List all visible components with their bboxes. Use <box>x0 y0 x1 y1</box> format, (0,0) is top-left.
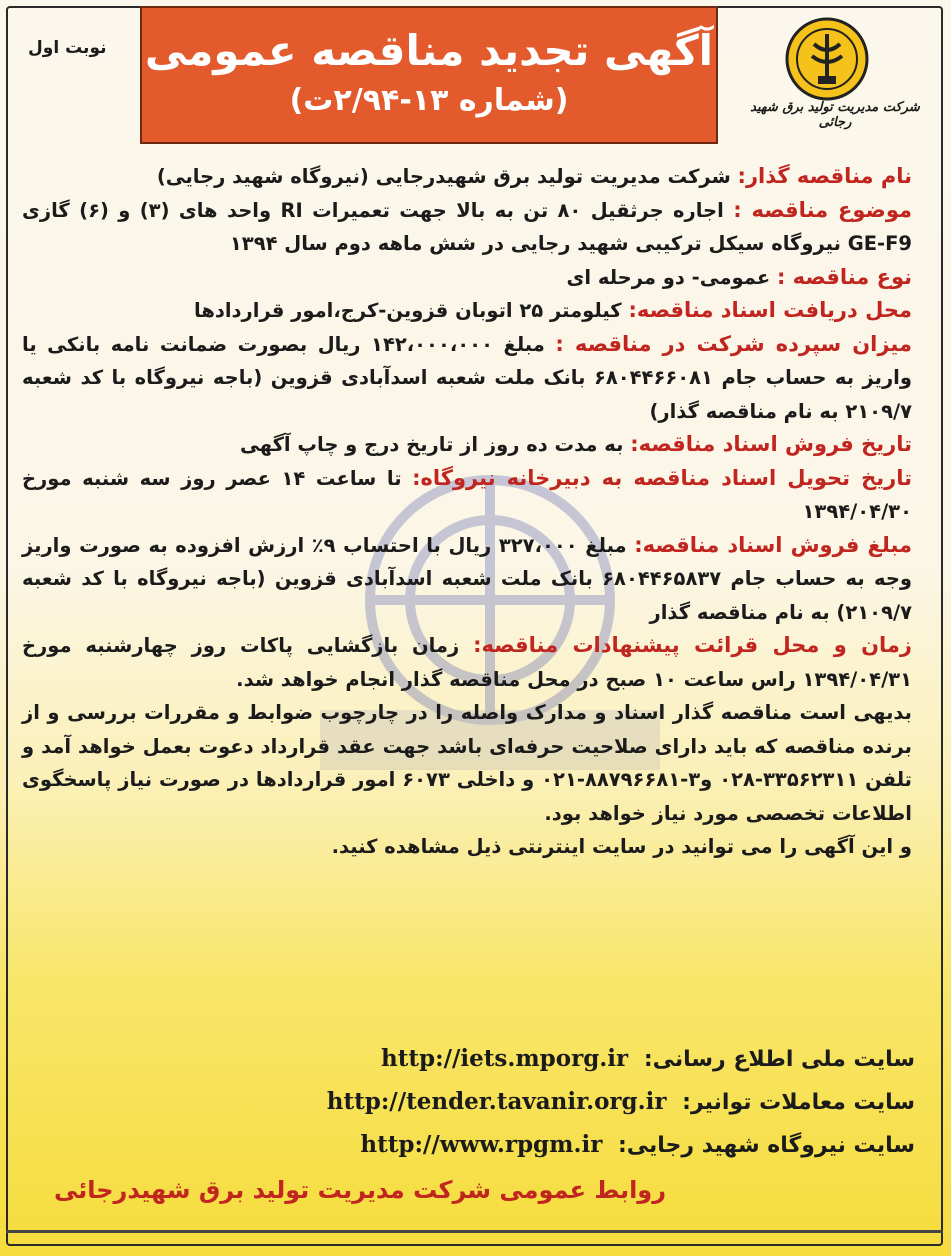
type-line <box>22 261 912 295</box>
company-caption: شرکت مدیریت تولید برق شهید رجائی <box>750 100 920 130</box>
opening-line <box>22 629 912 696</box>
site-row <box>35 1124 915 1167</box>
site-label: سایت نیروگاه شهید رجایی: <box>617 1133 915 1158</box>
deposit-line <box>22 328 912 429</box>
type-value: عمومی- دو مرحله ای <box>566 265 771 289</box>
site-row <box>35 1081 915 1124</box>
site-label: سایت معاملات توانیر: <box>682 1090 915 1115</box>
price-line <box>22 529 912 630</box>
tenderer-label: نام مناقصه گذار: <box>737 164 912 188</box>
sale-date-line <box>22 428 912 462</box>
price-label: مبلغ فروش اسناد مناقصه: <box>634 532 913 557</box>
delivery-date-value: تا ساعت ۱۴ عصر روز سه شنبه مورخ ۱۳۹۴/۰۴/۳۰ <box>22 466 912 523</box>
subject-value: اجاره جرثقیل ۸۰ تن به بالا جهت تعمیرات RI واحد های (۳) و (۶) گازی GE-F9 نیروگاه سیکل ترکیبی شهید رجایی در شش ماهه دوم سال ۱۳۹۴ <box>22 198 912 255</box>
see-sites-line: و این آگهی را می توانید در سایت اینترنتی ذیل مشاهده کنید. <box>331 835 912 858</box>
docs-place-line <box>22 294 912 328</box>
docs-place-label: محل دریافت اسناد مناقصه: <box>628 298 912 322</box>
site-link[interactable]: http://tender.tavanir.org.ir <box>326 1088 667 1115</box>
site-label: سایت ملی اطلاع رسانی: <box>643 1047 915 1072</box>
site-row <box>35 1038 915 1081</box>
deposit-label: میزان سپرده شرکت در مناقصه : <box>555 331 912 356</box>
subject-label: موضوع مناقصه : <box>733 197 913 222</box>
company-logo-icon <box>784 16 870 102</box>
tender-number: (شماره ۱۳-۲/۹۴ت) <box>289 83 569 118</box>
price-value: مبلغ ۳۲۷،۰۰۰ ریال با احتساب ۹٪ ارزش افزوده به صورت واریز وجه به حساب جام ۶۸۰۴۴۶۵۸۳۷ بانک ملت شعبه اسدآبادی قزوین (باجه نیروگاه با کد شعبه ۲۱۰۹/۷) به نام مناقصه گذار <box>22 533 912 624</box>
round-label: نوبت اول <box>28 38 107 58</box>
bottom-divider <box>6 1230 943 1233</box>
opening-label: زمان و محل قرائت پیشنهادات مناقصه: <box>473 633 912 657</box>
opening-value: زمان بازگشایی پاکات روز چهارشنبه مورخ ۱۳۹۴/۰۴/۳۱ راس ساعت ۱۰ صبح در محل مناقصه گذار انجام خواهد شد. <box>22 634 912 691</box>
delivery-date-line <box>22 462 912 529</box>
sites-list <box>35 1038 915 1167</box>
sale-date-label: تاریخ فروش اسناد مناقصه: <box>630 432 912 456</box>
docs-place-value: کیلومتر ۲۵ اتوبان قزوین-کرج،امور قراردادها <box>194 299 622 322</box>
tenderer-line <box>22 160 912 194</box>
tenderer-value: شرکت مدیریت تولید برق شهیدرجایی (نیروگاه شهید رجایی) <box>156 165 731 188</box>
ad-body <box>22 160 912 864</box>
site-link[interactable]: http://www.rpgm.ir <box>360 1131 603 1158</box>
page-title: آگهی تجدید مناقصه عمومی <box>144 26 714 75</box>
subject-line <box>22 194 912 261</box>
sale-date-value: به مدت ده روز از تاریخ درج و چاپ آگهی <box>239 433 624 456</box>
site-link[interactable]: http://iets.mporg.ir <box>381 1045 629 1072</box>
note-paragraph: بدیهی است مناقصه گذار اسناد و مدارک واصله را در چارچوب ضوابط و مقررات بررسی و از برنده مناقصه که باید دارای صلاحیت حرفه‌ای باشد جهت عقد قرارداد دعوت بعمل خواهد آمد و تلفن ۳۳۵۶۲۳۱۱-۰۲۸ و۳-۸۸۷۹۶۶۸۱-۰۲۱ و داخلی ۶۰۷۳ امور قراردادها در صورت نیاز پاسخگوی اطلاعات تخصصی مورد نیاز خواهد بود. <box>22 701 913 825</box>
deposit-value: مبلغ ۱۴۲،۰۰۰،۰۰۰ ریال بصورت ضمانت نامه بانکی یا واریز به حساب جام ۶۸۰۴۴۶۶۰۸۱ بانک ملت شعبه اسدآبادی قزوین (باجه نیروگاه با کد شعبه ۲۱۰۹/۷ به نام مناقصه گذار) <box>22 332 912 423</box>
footer-signature: روابط عمومی شرکت مدیریت تولید برق شهیدرجائی <box>53 1176 667 1204</box>
type-label: نوع مناقصه : <box>776 264 912 289</box>
delivery-date-label: تاریخ تحویل اسناد مناقصه به دبیرخانه نیروگاه: <box>412 465 913 490</box>
header-banner <box>140 6 718 144</box>
